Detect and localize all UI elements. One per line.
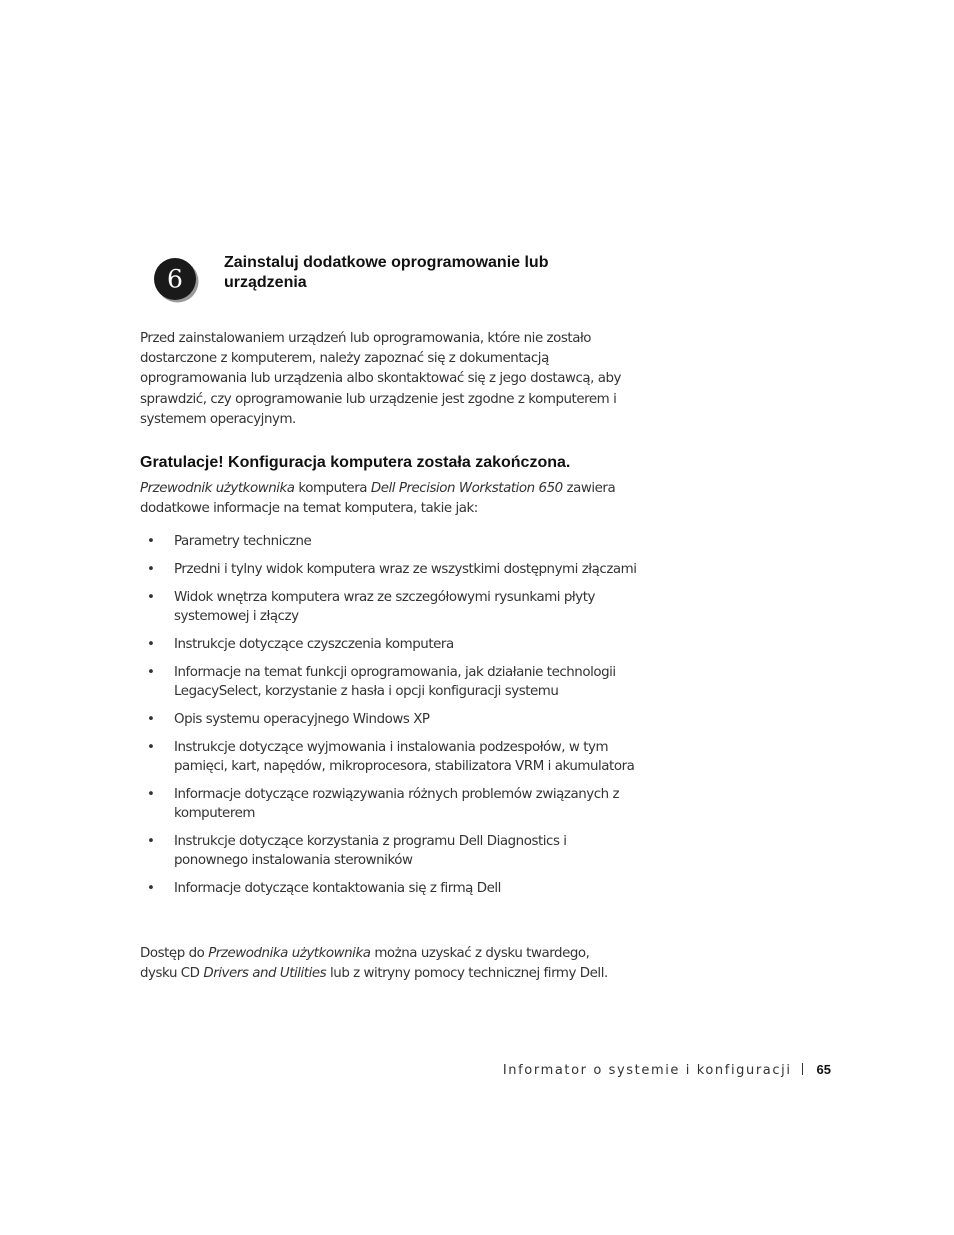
list-item xyxy=(140,879,640,898)
list-item xyxy=(140,785,640,823)
list-item-text: Parametry techniczne xyxy=(174,534,312,549)
list-item-text: Widok wnętrza komputera wraz ze szczegółowymi rysunkami płyty systemowej i złączy xyxy=(174,590,596,624)
bullet-icon: • xyxy=(147,637,155,652)
running-title: Informator o systemie i konfiguracji xyxy=(502,1063,792,1078)
guide-title: Przewodnik użytkownika xyxy=(140,481,295,496)
list-item xyxy=(140,532,640,551)
footer-separator xyxy=(802,1063,803,1075)
bullet-icon: • xyxy=(147,665,155,680)
list-item xyxy=(140,635,640,654)
list-item-text: Informacje na temat funkcji oprogramowania, jak działanie technologii LegacySelect, korzystanie z hasła i opcji konfiguracji systemu xyxy=(174,665,616,699)
intro-paragraph: Przed zainstalowaniem urządzeń lub oprogramowania, które nie zostało dostarczone z komputerem, należy zapoznać się z dokumentacją oprogramowania lub urządzenia albo skontaktować się z jego dostawcą, aby sprawdzić, czy oprogramowanie lub urządzenie jest zgodne z komputerem i systemem operacyjnym. xyxy=(140,331,622,427)
access-text-c: lub z witryny pomocy technicznej firmy Dell. xyxy=(326,966,608,982)
list-item xyxy=(140,663,640,701)
bullet-icon: • xyxy=(147,787,155,802)
access-text-a: Dostęp do xyxy=(140,946,209,961)
congrats-heading: Gratulacje! Konfiguracja komputera została zakończona. xyxy=(140,454,571,471)
list-item-text: Instrukcje dotyczące wyjmowania i instalowania podzespołów, w tym pamięci, kart, napędów, mikroprocesora, stabilizatora VRM i akumulatora xyxy=(174,740,635,774)
list-item-text: Opis systemu operacyjnego Windows XP xyxy=(174,712,430,727)
list-item-text: Informacje dotyczące rozwiązywania różnych problemów związanych z komputerem xyxy=(174,787,620,821)
guide-rest-text: zawiera dodatkowe informacje na temat komputera, takie jak: xyxy=(140,481,616,517)
features-list xyxy=(140,532,640,907)
list-item-text: Instrukcje dotyczące korzystania z programu Dell Diagnostics i ponownego instalowania sterowników xyxy=(174,834,567,868)
list-item xyxy=(140,738,640,776)
bullet-icon: • xyxy=(147,740,155,755)
step-number: 6 xyxy=(167,264,183,294)
list-item-text: Instrukcje dotyczące czyszczenia komputera xyxy=(174,637,454,652)
list-item xyxy=(140,710,640,729)
list-item xyxy=(140,588,640,626)
list-item xyxy=(140,560,640,579)
list-item xyxy=(140,832,640,870)
list-item-text: Informacje dotyczące kontaktowania się z firmą Dell xyxy=(174,881,501,896)
guide-paragraph xyxy=(140,479,630,519)
bullet-icon: • xyxy=(147,590,155,605)
list-item-text: Przedni i tylny widok komputera wraz ze wszystkimi dostępnymi złączami xyxy=(174,562,637,577)
page-number: 65 xyxy=(816,1062,831,1077)
bullet-icon: • xyxy=(147,712,155,727)
guide-mid-text: komputera xyxy=(294,481,371,496)
bullet-icon: • xyxy=(147,881,155,896)
step-number-badge xyxy=(153,257,199,303)
cd-name: Drivers and Utilities xyxy=(203,966,327,982)
guide-title-ref: Przewodnika użytkownika xyxy=(208,946,371,961)
page-footer xyxy=(503,1061,831,1080)
product-name: Dell Precision Workstation 650 xyxy=(370,481,563,496)
step-title: Zainstaluj dodatkowe oprogramowanie lub urządzenia xyxy=(224,254,549,291)
access-paragraph xyxy=(140,944,630,984)
bullet-icon: • xyxy=(147,834,155,849)
bullet-icon: • xyxy=(147,562,155,577)
bullet-icon: • xyxy=(147,534,155,549)
access-text-b: można uzyskać z dysku twardego, dysku CD xyxy=(140,946,590,982)
